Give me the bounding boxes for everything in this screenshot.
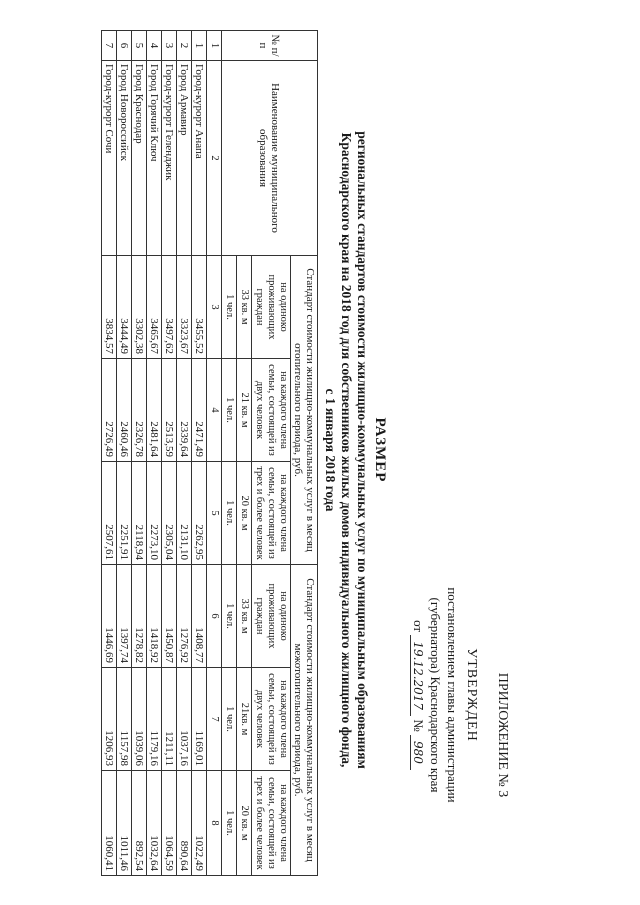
table-row bbox=[162, 31, 177, 876]
standard-value: 2262,95 bbox=[192, 462, 207, 565]
standard-value: 1278,82 bbox=[132, 565, 147, 668]
standard-value: 892,54 bbox=[132, 771, 147, 876]
standard-value: 2273,10 bbox=[147, 462, 162, 565]
standard-value: 1418,92 bbox=[147, 565, 162, 668]
table-row bbox=[177, 31, 192, 876]
standard-value: 2507,61 bbox=[102, 462, 117, 565]
standard-value: 890,64 bbox=[177, 771, 192, 876]
sub-header-two: на каждого члена семьи, состоящей из двух человек bbox=[252, 668, 291, 771]
standard-value: 1408,77 bbox=[192, 565, 207, 668]
standard-value: 1179,16 bbox=[147, 668, 162, 771]
standard-value: 3302,38 bbox=[132, 256, 147, 359]
title-line-1: региональных стандартов стоимости жилищно-коммунальных услуг по муниципальным образованиям bbox=[355, 131, 370, 769]
column-number: 7 bbox=[207, 668, 222, 771]
col-header-number: № п/п bbox=[222, 31, 318, 61]
standard-value: 3323,67 bbox=[177, 256, 192, 359]
title-main: РАЗМЕР bbox=[372, 417, 388, 483]
standard-value: 3497,62 bbox=[162, 256, 177, 359]
standards-table bbox=[101, 30, 318, 876]
standard-value: 1039,06 bbox=[132, 668, 147, 771]
appendix-label: ПРИЛОЖЕНИЕ № 3 bbox=[495, 672, 510, 798]
decree-date-line bbox=[409, 545, 427, 845]
sub-header-two: на каждого члена семьи, состоящей из двух человек bbox=[252, 359, 291, 462]
standard-value: 1206,93 bbox=[102, 668, 117, 771]
standard-value: 2118,94 bbox=[132, 462, 147, 565]
row-number: 7 bbox=[102, 31, 117, 61]
standard-value: 2481,64 bbox=[147, 359, 162, 462]
column-number: 5 bbox=[207, 462, 222, 565]
municipality-name: Город-курорт Анапа bbox=[192, 61, 207, 256]
standard-value: 1022,49 bbox=[192, 771, 207, 876]
standard-value: 1060,41 bbox=[102, 771, 117, 876]
standard-value: 3444,49 bbox=[117, 256, 132, 359]
sub-header-three: на каждого члена семьи, состоящей из трех и более человек bbox=[252, 462, 291, 565]
table-body bbox=[102, 31, 207, 876]
decree-line-1: постановлением главы администрации bbox=[445, 587, 460, 803]
municipality-name: Город-курорт Сочи bbox=[102, 61, 117, 256]
standard-value: 2726,49 bbox=[102, 359, 117, 462]
area-norm: 21кв. м bbox=[237, 668, 252, 771]
sub-header-single: на одиноко проживающих граждан bbox=[252, 565, 291, 668]
column-number: 2 bbox=[207, 61, 222, 256]
table-row bbox=[117, 31, 132, 876]
persons-count: 1 чел. bbox=[222, 462, 237, 565]
column-number: 8 bbox=[207, 771, 222, 876]
column-number: 4 bbox=[207, 359, 222, 462]
row-number: 4 bbox=[147, 31, 162, 61]
municipality-name: Город Горячий Ключ bbox=[147, 61, 162, 256]
standard-value: 2339,64 bbox=[177, 359, 192, 462]
standard-value: 1211,11 bbox=[162, 668, 177, 771]
standard-value: 2326,78 bbox=[132, 359, 147, 462]
table-row bbox=[192, 31, 207, 876]
area-norm: 20 кв. м bbox=[237, 771, 252, 876]
group-header-heating: Стандарт стоимости жилищно-коммунальных услуг в месяц отопительного периода, руб. bbox=[291, 256, 318, 565]
column-number: 3 bbox=[207, 256, 222, 359]
standard-value: 2471,49 bbox=[192, 359, 207, 462]
decree-line-2: (губернатора) Краснодарского края bbox=[428, 597, 443, 793]
sub-header-three: на каждого члена семьи, состоящей из трех и более человек bbox=[252, 771, 291, 876]
standard-value: 1446,69 bbox=[102, 565, 117, 668]
standard-value: 1169,01 bbox=[192, 668, 207, 771]
row-number: 2 bbox=[177, 31, 192, 61]
standard-value: 1157,98 bbox=[117, 668, 132, 771]
area-norm: 33 кв. м bbox=[237, 256, 252, 359]
approved-title: УТВЕРЖДЕН bbox=[464, 648, 479, 742]
standard-value: 3834,57 bbox=[102, 256, 117, 359]
standard-value: 1397,74 bbox=[117, 565, 132, 668]
table-row bbox=[147, 31, 162, 876]
standard-value: 1276,92 bbox=[177, 565, 192, 668]
standard-value: 2513,59 bbox=[162, 359, 177, 462]
standard-value: 3455,52 bbox=[192, 256, 207, 359]
persons-count: 1 чел. bbox=[222, 359, 237, 462]
area-norm: 21 кв. м bbox=[237, 359, 252, 462]
standard-value: 2131,10 bbox=[177, 462, 192, 565]
handwritten-date: 19.12.2017 bbox=[410, 635, 425, 716]
column-number: 6 bbox=[207, 565, 222, 668]
persons-count: 1 чел. bbox=[222, 565, 237, 668]
row-number: 1 bbox=[192, 31, 207, 61]
standard-value: 2251,91 bbox=[117, 462, 132, 565]
col-header-name: Наименование муниципального образования bbox=[222, 61, 318, 256]
date-prefix: от bbox=[411, 620, 426, 633]
row-number: 6 bbox=[117, 31, 132, 61]
title-line-2: Краснодарского края на 2018 год для собственников жилых домов индивидуального жилищного фонда, bbox=[339, 132, 354, 768]
municipality-name: Город-курорт Геленджик bbox=[162, 61, 177, 256]
standard-value: 2460,46 bbox=[117, 359, 132, 462]
area-norm: 33 кв. м bbox=[237, 565, 252, 668]
table-row bbox=[102, 31, 117, 876]
table-row bbox=[132, 31, 147, 876]
standard-value: 1011,46 bbox=[117, 771, 132, 876]
persons-count: 1 чел. bbox=[222, 668, 237, 771]
document-title bbox=[322, 20, 388, 880]
standard-value: 1037,16 bbox=[177, 668, 192, 771]
standard-value: 3465,67 bbox=[147, 256, 162, 359]
title-line-3: с 1 января 2018 года bbox=[323, 388, 338, 512]
area-norm: 20 кв. м bbox=[237, 462, 252, 565]
persons-count: 1 чел. bbox=[222, 256, 237, 359]
municipality-name: Город Армавир bbox=[177, 61, 192, 256]
row-number: 5 bbox=[132, 31, 147, 61]
sub-header-single: на одиноко проживающих граждан bbox=[252, 256, 291, 359]
group-header-nonheating: Стандарт стоимости жилищно-коммунальных услуг в месяц межотопительного периода, руб. bbox=[291, 565, 318, 876]
standard-value: 1064,59 bbox=[162, 771, 177, 876]
standard-value: 2305,04 bbox=[162, 462, 177, 565]
standard-value: 1450,87 bbox=[162, 565, 177, 668]
persons-count: 1 чел. bbox=[222, 771, 237, 876]
municipality-name: Город Новороссийск bbox=[117, 61, 132, 256]
standard-value: 1032,64 bbox=[147, 771, 162, 876]
number-prefix: № bbox=[411, 719, 426, 732]
row-number: 3 bbox=[162, 31, 177, 61]
column-number: 1 bbox=[207, 31, 222, 61]
municipality-name: Город Краснодар bbox=[132, 61, 147, 256]
approval-block bbox=[409, 545, 480, 845]
handwritten-number: 980 bbox=[410, 735, 425, 770]
